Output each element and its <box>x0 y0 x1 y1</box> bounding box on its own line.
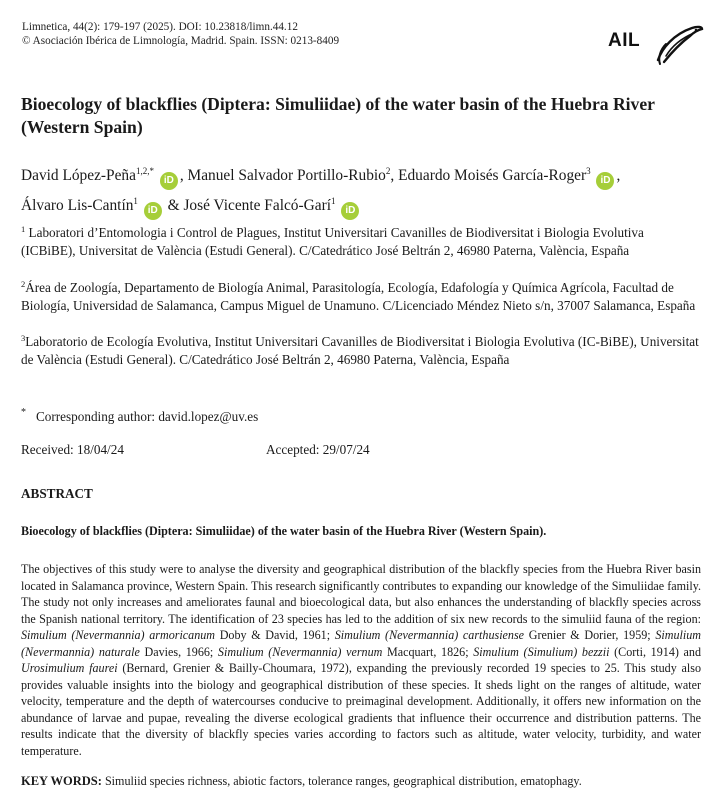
abstract-text: Macquart, 1826; <box>382 644 474 659</box>
received-date: Received: 18/04/24 <box>21 442 124 457</box>
abstract-text: (Corti, 1914) and <box>609 644 701 659</box>
author-name: , Eduardo Moisés García-Roger <box>390 167 587 184</box>
author-affiliation-mark: 1 <box>330 196 336 206</box>
keywords <box>21 773 701 789</box>
journal-header <box>22 20 339 48</box>
species-name: Simulium (Nevermannia) vernum <box>217 644 383 659</box>
abstract-title: Bioecology of blackflies (Diptera: Simuliidae) of the water basin of the Huebra River (Western Spain). <box>21 524 547 538</box>
species-name: Simulium (Simulium) bezzii <box>473 644 610 659</box>
species-name: Simulium (Nevermannia) carthusiense <box>334 628 525 642</box>
orcid-icon[interactable]: iD <box>144 202 162 220</box>
author-name: & José Vicente Falcó-Garí <box>163 197 331 214</box>
author-name: David López-Peña <box>21 167 136 184</box>
accepted-date: Accepted: 29/07/24 <box>266 442 370 457</box>
author-name: Álvaro Lis-Cantín <box>21 197 134 214</box>
affiliation-text: Laboratorio de Ecología Evolutiva, Institut Universitari Cavanilles de Biodiversitat i Biologia Evolutiva (IC-BiBE), Universitat de València (Estudi General). C/Catedrático José Beltrán 2, 46980 Paterna, València, España <box>21 334 699 367</box>
species-name: Urosimulium faurei <box>21 661 118 675</box>
author-affiliation-mark: 3 <box>586 166 591 176</box>
journal-logo <box>608 20 704 68</box>
corresponding-author-text: Corresponding author: david.lopez@uv.es <box>36 409 259 424</box>
keywords-label: KEY WORDS: <box>21 774 102 788</box>
author-affiliation-mark: 1 <box>133 196 138 206</box>
author-affiliation-mark: 2 <box>385 166 391 176</box>
abstract-heading: ABSTRACT <box>21 486 93 501</box>
abstract-text: (Bernard, Grenier & Bailly-Choumara, 1972), expanding the previously recorded 19 species to 25. This study also provides valuable insights into the biology and geographical distribution of these species. It sheds light on the ranges of altitude, water velocity, temperature and the depth of watercourses conducive to preimaginal development. Additionally, it offers new information on the abundance of larvae and pupae, revealing the diverse ecological gradients that influence their occurrence and distribution patterns. The results indicate that the diversity of blackfly species varies according to factors such as altitude, water velocity, turbidity, and water temperature. <box>21 661 701 758</box>
affiliation-3 <box>21 330 701 368</box>
abstract-text: The objectives of this study were to analyse the diversity and geographical distribution of the blackfly species from the Huebra River basin located in Salamanca province, Western Spain. This research significantly contributes to expanding our knowledge of the Simuliidae family. The study not only increases and ameliorates faunal and bioecological data, but also enhances the understanding of blackfly species across the Spanish national territory. The identification of 23 species has led to the addition of six new records to the simuliid fauna of the region: <box>21 562 701 626</box>
abstract-body <box>21 561 701 759</box>
orcid-icon[interactable]: iD <box>596 172 614 190</box>
orcid-icon[interactable]: iD <box>341 202 359 220</box>
affiliation-1 <box>21 221 701 259</box>
keywords-text: Simuliid species richness, abiotic factors, tolerance ranges, geographical distribution, ematophagy. <box>101 774 582 788</box>
fish-logo-icon <box>652 20 704 68</box>
copyright-line: © Asociación Ibérica de Limnología, Madrid. Spain. ISSN: 0213-8409 <box>22 35 340 47</box>
species-name: Simulium (Nevermannia) armoricanum <box>21 628 216 642</box>
corresponding-author <box>21 404 258 426</box>
affiliation-2 <box>21 276 701 314</box>
affiliation-text: Área de Zoología, Departamento de Biología Animal, Parasitología, Ecología, Edafología y Química Agrícola, Facultad de Biología, Universidad de Salamanca, Campus Miguel de Unamuno. C/Licenciado Méndez Nieto s/n, 37007 Salamanca, España <box>21 280 696 313</box>
logo-text: AIL <box>608 30 641 51</box>
author-affiliation-mark: 1,2,* <box>135 166 154 176</box>
author-list <box>21 160 711 220</box>
species-name: Simulium (Nevermannia) naturale <box>21 628 702 659</box>
abstract-text: Grenier & Dorier, 1959; <box>524 628 656 642</box>
abstract-text: Doby & David, 1961; <box>215 628 335 642</box>
orcid-icon[interactable]: iD <box>160 172 178 190</box>
affiliation-text: Laboratori d’Entomologia i Control de Plagues, Institut Universitari Cavanilles de Biodiversitat i Biologia Evolutiva (ICBiBE), Universitat de València (Estudi General). C/Catedrático José Beltrán 2, 46980 Paterna, València, España <box>21 225 644 258</box>
abstract-text: Davies, 1966; <box>139 644 218 659</box>
asterisk-mark: * <box>21 407 26 418</box>
article-title: Bioecology of blackflies (Diptera: Simuliidae) of the water basin of the Huebra River (Western Spain) <box>21 94 655 137</box>
citation-line: Limnetica, 44(2): 179-197 (2025). DOI: 10.23818/limn.44.12 <box>22 21 298 33</box>
affiliation-number: 3 <box>21 333 26 343</box>
affiliation-number: 2 <box>21 279 26 289</box>
author-name: , Manuel Salvador Portillo-Rubio <box>179 167 386 184</box>
affiliation-number: 1 <box>21 224 26 234</box>
author-separator: , <box>616 167 621 184</box>
